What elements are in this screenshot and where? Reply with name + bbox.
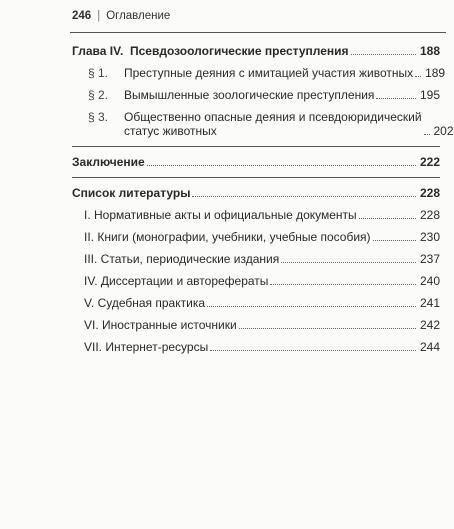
section-title: Вымышленные зоологические преступления bbox=[124, 88, 375, 102]
header-separator: | bbox=[97, 10, 101, 22]
bib-item-title: V. Судебная практика bbox=[84, 296, 206, 310]
conclusion-title: Заключение bbox=[72, 155, 145, 169]
toc-bib-item[interactable] bbox=[72, 208, 440, 222]
dot-leader bbox=[147, 165, 416, 166]
dot-leader bbox=[207, 306, 416, 307]
bib-item-title: VII. Интернет-ресурсы bbox=[84, 340, 209, 354]
page-ref: 195 bbox=[419, 88, 440, 102]
dot-leader bbox=[192, 196, 416, 197]
toc-bib-item[interactable] bbox=[72, 296, 440, 310]
page-ref: 228 bbox=[419, 208, 440, 222]
table-of-contents bbox=[72, 44, 454, 362]
chapter-number: Глава IV. bbox=[72, 44, 124, 58]
page-ref: 222 bbox=[419, 155, 440, 169]
running-title: Оглавление bbox=[106, 10, 171, 22]
section-number: § 2. bbox=[88, 88, 109, 102]
bibliography-title: Список литературы bbox=[72, 186, 191, 200]
toc-section-2[interactable] bbox=[72, 88, 440, 102]
bib-item-title: I. Нормативные акты и официальные документы bbox=[84, 208, 357, 222]
dot-leader bbox=[359, 218, 416, 219]
toc-chapter-4[interactable] bbox=[72, 44, 440, 58]
dot-leader bbox=[415, 76, 421, 77]
dot-leader bbox=[210, 350, 416, 351]
dot-leader bbox=[376, 98, 416, 99]
page-ref: 230 bbox=[419, 230, 440, 244]
section-title: Преступные деяния с имитацией участия животных bbox=[124, 66, 414, 80]
toc-bib-item[interactable] bbox=[72, 318, 440, 332]
page-number: 246 bbox=[72, 10, 92, 22]
toc-bib-item[interactable] bbox=[72, 230, 440, 244]
page-ref: 202 bbox=[433, 124, 454, 138]
bib-item-title: IV. Диссертации и авторефераты bbox=[84, 274, 269, 288]
bib-item-title: VI. Иностранные источники bbox=[84, 318, 237, 332]
section-title-line-1: Общественно опасные деяния и псевдоюридический bbox=[124, 110, 422, 124]
section-title-line-2: статус животных bbox=[124, 124, 217, 138]
dot-leader bbox=[281, 262, 416, 263]
toc-bib-item[interactable] bbox=[72, 274, 440, 288]
section-divider bbox=[72, 146, 440, 147]
toc-bib-item[interactable] bbox=[72, 252, 440, 266]
dot-leader bbox=[239, 328, 416, 329]
page-ref: 188 bbox=[419, 44, 440, 58]
toc-conclusion[interactable] bbox=[72, 155, 440, 169]
page-ref: 237 bbox=[419, 252, 440, 266]
page-ref: 241 bbox=[419, 296, 440, 310]
section-number: § 3. bbox=[88, 110, 109, 124]
toc-section-1[interactable] bbox=[72, 66, 446, 80]
dot-leader bbox=[424, 134, 430, 135]
dot-leader bbox=[351, 54, 416, 55]
page-ref: 240 bbox=[419, 274, 440, 288]
running-header bbox=[72, 10, 170, 22]
dot-leader bbox=[270, 284, 416, 285]
header-rule bbox=[70, 32, 446, 33]
toc-section-3[interactable] bbox=[72, 110, 454, 138]
section-number: § 1. bbox=[88, 66, 109, 80]
chapter-title: Псевдозоологические преступления bbox=[130, 44, 349, 58]
bib-item-title: III. Статьи, периодические издания bbox=[84, 252, 280, 266]
toc-bibliography[interactable] bbox=[72, 186, 440, 200]
bib-item-title: II. Книги (монографии, учебники, учебные пособия) bbox=[84, 230, 371, 244]
page-ref: 189 bbox=[425, 66, 446, 80]
page-ref: 228 bbox=[419, 186, 440, 200]
toc-bib-item[interactable] bbox=[72, 340, 440, 354]
section-divider bbox=[72, 177, 440, 178]
page-ref: 242 bbox=[419, 318, 440, 332]
page-ref: 244 bbox=[419, 340, 440, 354]
dot-leader bbox=[373, 240, 416, 241]
